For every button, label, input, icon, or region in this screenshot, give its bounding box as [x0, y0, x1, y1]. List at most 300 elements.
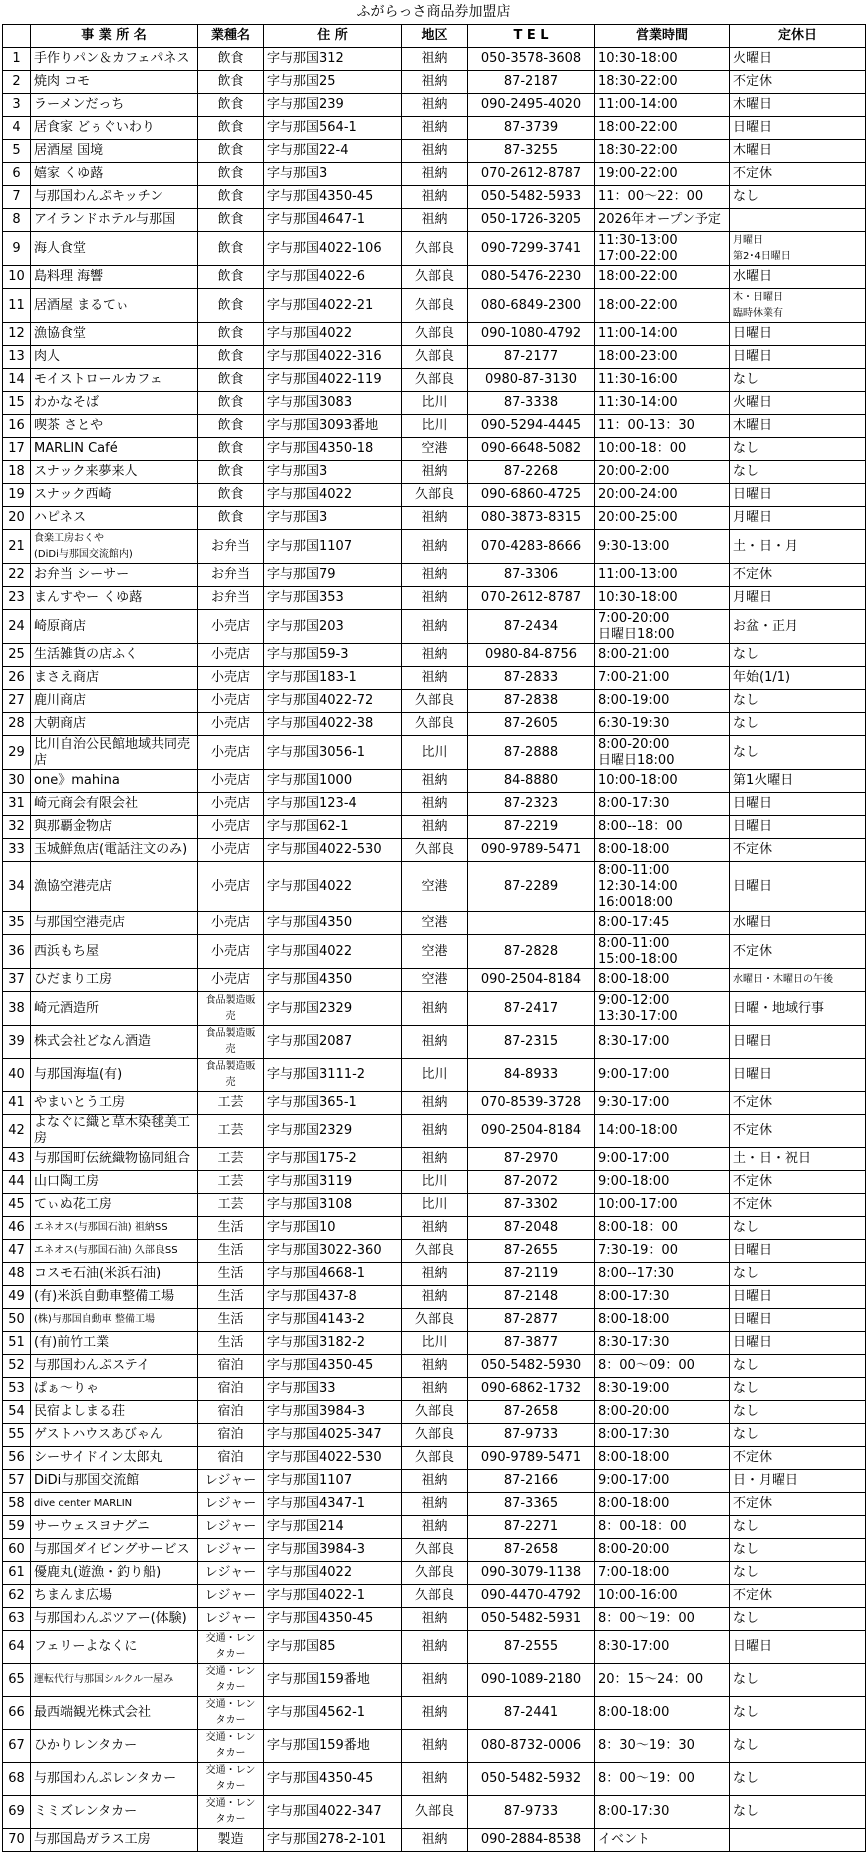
business-hours: 11：00～22：00	[595, 186, 730, 209]
row-number: 68	[3, 1763, 31, 1796]
business-hours: 20:00-24:00	[595, 484, 730, 507]
business-name: ラーメンだっち	[31, 94, 198, 117]
table-row	[3, 71, 866, 94]
business-hours: 9:30-17:00	[595, 1092, 730, 1115]
business-hours: 8:00-17:45	[595, 912, 730, 935]
business-type: 飲食	[198, 461, 264, 484]
business-hours: 8:00-20:00	[595, 1539, 730, 1562]
business-name: 与那国わんぷステイ	[31, 1355, 198, 1378]
address: 字与那国4022-38	[264, 713, 402, 736]
business-name: 与那国わんぷレンタカー	[31, 1763, 198, 1796]
address: 字与那国203	[264, 610, 402, 644]
closed-days: 日曜・地域行事	[730, 992, 866, 1026]
row-number: 21	[3, 530, 31, 564]
closed-days: なし	[730, 461, 866, 484]
area: 祖納	[402, 992, 468, 1026]
business-hours: 20：15～24：00	[595, 1664, 730, 1697]
business-hours: 9:00-17:00	[595, 1148, 730, 1171]
table-row	[3, 266, 866, 289]
telephone: 090-3079-1138	[468, 1562, 595, 1585]
telephone: 090-6648-5082	[468, 438, 595, 461]
row-number: 42	[3, 1115, 31, 1148]
closed-days: なし	[730, 1401, 866, 1424]
closed-days: お盆・正月	[730, 610, 866, 644]
closed-days	[730, 1829, 866, 1852]
business-hours: 8：30～19：30	[595, 1730, 730, 1763]
business-hours: 7:00-18:00	[595, 1562, 730, 1585]
table-row	[3, 1194, 866, 1217]
business-hours: 18:00-22:00	[595, 117, 730, 140]
business-type: 交通・レンタカー	[198, 1730, 264, 1763]
row-number: 2	[3, 71, 31, 94]
area: 祖納	[402, 1263, 468, 1286]
area: 祖納	[402, 140, 468, 163]
address: 字与那国175-2	[264, 1148, 402, 1171]
address: 字与那国4022	[264, 1562, 402, 1585]
telephone: 87-2271	[468, 1516, 595, 1539]
business-name: (有)前竹工業	[31, 1332, 198, 1355]
closed-days: 不定休	[730, 1585, 866, 1608]
telephone: 87-3338	[468, 392, 595, 415]
address: 字与那国4022-530	[264, 839, 402, 862]
area: 祖納	[402, 1148, 468, 1171]
address: 字与那国4347-1	[264, 1493, 402, 1516]
business-type: 飲食	[198, 346, 264, 369]
closed-days: なし	[730, 1697, 866, 1730]
row-number: 14	[3, 369, 31, 392]
business-type: お弁当	[198, 530, 264, 564]
telephone: 87-3302	[468, 1194, 595, 1217]
area: 祖納	[402, 163, 468, 186]
business-type: 小売店	[198, 610, 264, 644]
address: 字与那国4022-6	[264, 266, 402, 289]
address: 字与那国79	[264, 564, 402, 587]
area: 比川	[402, 1332, 468, 1355]
telephone: 090-9789-5471	[468, 1447, 595, 1470]
row-number: 41	[3, 1092, 31, 1115]
business-name: 与那国わんぷツアー(体験)	[31, 1608, 198, 1631]
row-number: 56	[3, 1447, 31, 1470]
row-number: 31	[3, 793, 31, 816]
area: 久部良	[402, 369, 468, 392]
area: 久部良	[402, 839, 468, 862]
closed-days: なし	[730, 1378, 866, 1401]
telephone: 87-2838	[468, 690, 595, 713]
row-number: 64	[3, 1631, 31, 1664]
row-number: 57	[3, 1470, 31, 1493]
address: 字与那国3111-2	[264, 1059, 402, 1092]
address: 字与那国4350-18	[264, 438, 402, 461]
business-name: 与那国わんぷキッチン	[31, 186, 198, 209]
table-row	[3, 369, 866, 392]
area: 祖納	[402, 1026, 468, 1059]
business-type: 宿泊	[198, 1378, 264, 1401]
row-number: 18	[3, 461, 31, 484]
business-hours: 6:30-19:30	[595, 713, 730, 736]
table-row	[3, 935, 866, 969]
table-row	[3, 644, 866, 667]
business-name: 大朝商店	[31, 713, 198, 736]
closed-days: なし	[730, 644, 866, 667]
business-type: 小売店	[198, 816, 264, 839]
closed-days: 土・日・月	[730, 530, 866, 564]
area: 祖納	[402, 461, 468, 484]
row-number: 47	[3, 1240, 31, 1263]
telephone: 090-1089-2180	[468, 1664, 595, 1697]
area: 祖納	[402, 1631, 468, 1664]
business-type: 小売店	[198, 862, 264, 912]
business-type: 小売店	[198, 969, 264, 992]
closed-days: 不定休	[730, 1493, 866, 1516]
table-row	[3, 610, 866, 644]
business-name: スナック来夢来人	[31, 461, 198, 484]
row-number: 65	[3, 1664, 31, 1697]
address: 字与那国4562-1	[264, 1697, 402, 1730]
address: 字与那国3083	[264, 392, 402, 415]
telephone: 050-1726-3205	[468, 209, 595, 232]
telephone: 050-5482-5930	[468, 1355, 595, 1378]
business-name: 民宿よしまる荘	[31, 1401, 198, 1424]
business-name: 居酒屋 まるてぃ	[31, 289, 198, 323]
row-number: 33	[3, 839, 31, 862]
business-type: 工芸	[198, 1148, 264, 1171]
area: 祖納	[402, 816, 468, 839]
table-row	[3, 209, 866, 232]
closed-days: 日曜日	[730, 793, 866, 816]
telephone: 87-2166	[468, 1470, 595, 1493]
header-type: 業種名	[198, 25, 264, 48]
row-number: 9	[3, 232, 31, 266]
address: 字与那国4022	[264, 935, 402, 969]
business-hours: 9:00-18:00	[595, 1171, 730, 1194]
business-hours: 10:00-16:00	[595, 1585, 730, 1608]
table-row	[3, 912, 866, 935]
table-row	[3, 1697, 866, 1730]
business-name: フェリーよなくに	[31, 1631, 198, 1664]
row-number: 54	[3, 1401, 31, 1424]
closed-days: 不定休	[730, 1171, 866, 1194]
address: 字与那国3093番地	[264, 415, 402, 438]
business-hours: 18:00-23:00	[595, 346, 730, 369]
business-name: 優鹿丸(遊漁・釣り船)	[31, 1562, 198, 1585]
business-name: やまいとう工房	[31, 1092, 198, 1115]
business-hours: 8：00～09：00	[595, 1355, 730, 1378]
business-name: 与那国海塩(有)	[31, 1059, 198, 1092]
closed-days: なし	[730, 438, 866, 461]
area: 祖納	[402, 186, 468, 209]
telephone: 87-2655	[468, 1240, 595, 1263]
address: 字与那国2329	[264, 992, 402, 1026]
business-type: 飲食	[198, 209, 264, 232]
business-name: (有)米浜自動車整備工場	[31, 1286, 198, 1309]
telephone: 87-2605	[468, 713, 595, 736]
area: 祖納	[402, 770, 468, 793]
area: 空港	[402, 862, 468, 912]
table-row	[3, 117, 866, 140]
address: 字与那国85	[264, 1631, 402, 1664]
business-type: 飲食	[198, 438, 264, 461]
table-row	[3, 1171, 866, 1194]
table-row	[3, 392, 866, 415]
table-row	[3, 346, 866, 369]
address: 字与那国4143-2	[264, 1309, 402, 1332]
row-number: 4	[3, 117, 31, 140]
area: 久部良	[402, 1424, 468, 1447]
business-hours: 8:30-19:00	[595, 1378, 730, 1401]
business-name: 崎元酒造所	[31, 992, 198, 1026]
table-row	[3, 1355, 866, 1378]
closed-days: なし	[730, 1608, 866, 1631]
business-type: レジャー	[198, 1539, 264, 1562]
row-number: 7	[3, 186, 31, 209]
closed-days: 水曜日	[730, 912, 866, 935]
address: 字与那国159番地	[264, 1664, 402, 1697]
area: 祖納	[402, 1286, 468, 1309]
address: 字与那国22-4	[264, 140, 402, 163]
business-type: 飲食	[198, 266, 264, 289]
business-name: エネオス(与那国石油) 祖納SS	[31, 1217, 198, 1240]
business-hours: 10:30-18:00	[595, 48, 730, 71]
telephone: 87-3365	[468, 1493, 595, 1516]
business-hours: 11:30-14:00	[595, 392, 730, 415]
area: 久部良	[402, 1796, 468, 1829]
closed-days: 月曜日 第2･4日曜日	[730, 232, 866, 266]
table-row	[3, 736, 866, 770]
closed-days: 不定休	[730, 1092, 866, 1115]
area: 久部良	[402, 289, 468, 323]
table-row	[3, 816, 866, 839]
business-hours: 18:30-22:00	[595, 71, 730, 94]
business-name: まさえ商店	[31, 667, 198, 690]
area: 久部良	[402, 266, 468, 289]
address: 字与那国4022-347	[264, 1796, 402, 1829]
table-row	[3, 839, 866, 862]
area: 祖納	[402, 587, 468, 610]
business-name: dive center MARLIN	[31, 1493, 198, 1516]
telephone: 070-4283-8666	[468, 530, 595, 564]
row-number: 59	[3, 1516, 31, 1539]
table-row	[3, 1763, 866, 1796]
telephone: 050-5482-5931	[468, 1608, 595, 1631]
address: 字与那国183-1	[264, 667, 402, 690]
row-number: 20	[3, 507, 31, 530]
telephone: 87-2148	[468, 1286, 595, 1309]
business-type: 生活	[198, 1263, 264, 1286]
business-name: one》mahina	[31, 770, 198, 793]
business-type: 小売店	[198, 736, 264, 770]
address: 字与那国4022-1	[264, 1585, 402, 1608]
business-name: 西浜もち屋	[31, 935, 198, 969]
area: 祖納	[402, 793, 468, 816]
telephone: 87-3255	[468, 140, 595, 163]
business-hours: 8:30-17:00	[595, 1026, 730, 1059]
telephone: 87-2268	[468, 461, 595, 484]
address: 字与那国3056-1	[264, 736, 402, 770]
telephone: 87-2828	[468, 935, 595, 969]
row-number: 11	[3, 289, 31, 323]
business-name: ハピネス	[31, 507, 198, 530]
telephone: 87-9733	[468, 1796, 595, 1829]
business-hours: 8:00-18:00	[595, 1309, 730, 1332]
closed-days: 第1火曜日	[730, 770, 866, 793]
area: 祖納	[402, 610, 468, 644]
row-number: 29	[3, 736, 31, 770]
business-hours: 8:00-18:00	[595, 1447, 730, 1470]
closed-days: なし	[730, 736, 866, 770]
business-hours: 18:00-22:00	[595, 266, 730, 289]
telephone: 87-2323	[468, 793, 595, 816]
business-name: 肉人	[31, 346, 198, 369]
closed-days: 日曜日	[730, 1631, 866, 1664]
telephone: 87-2417	[468, 992, 595, 1026]
telephone: 87-2177	[468, 346, 595, 369]
telephone: 090-6862-1732	[468, 1378, 595, 1401]
table-row	[3, 1115, 866, 1148]
row-number: 66	[3, 1697, 31, 1730]
business-hours: 8:00-21:00	[595, 644, 730, 667]
row-number: 30	[3, 770, 31, 793]
table-row	[3, 1026, 866, 1059]
business-hours: 11:30-16:00	[595, 369, 730, 392]
business-hours: 9:00-17:00	[595, 1059, 730, 1092]
business-hours: 8:00-17:30	[595, 1424, 730, 1447]
business-hours: 8:00--17:30	[595, 1263, 730, 1286]
area: 久部良	[402, 346, 468, 369]
business-name: わかなそば	[31, 392, 198, 415]
address: 字与那国564-1	[264, 117, 402, 140]
closed-days: なし	[730, 369, 866, 392]
address: 字与那国214	[264, 1516, 402, 1539]
address: 字与那国4022-119	[264, 369, 402, 392]
business-name: 与那国町伝統織物協同組合	[31, 1148, 198, 1171]
area: 祖納	[402, 667, 468, 690]
row-number: 22	[3, 564, 31, 587]
telephone: 87-2072	[468, 1171, 595, 1194]
business-hours: 8:30-17:00	[595, 1631, 730, 1664]
telephone: 87-2658	[468, 1401, 595, 1424]
area: 祖納	[402, 644, 468, 667]
address: 字与那国437-8	[264, 1286, 402, 1309]
address: 字与那国3	[264, 461, 402, 484]
business-name: ひだまり工房	[31, 969, 198, 992]
business-type: レジャー	[198, 1516, 264, 1539]
closed-days: 日曜日	[730, 323, 866, 346]
business-hours: 8：00～19：00	[595, 1763, 730, 1796]
business-hours: 2026年オープン予定	[595, 209, 730, 232]
business-type: 小売店	[198, 839, 264, 862]
area: 久部良	[402, 232, 468, 266]
address: 字与那国159番地	[264, 1730, 402, 1763]
area: 祖納	[402, 1493, 468, 1516]
address: 字与那国278-2-101	[264, 1829, 402, 1852]
business-name: 与那国ダイビングサービス	[31, 1539, 198, 1562]
business-type: お弁当	[198, 564, 264, 587]
address: 字与那国312	[264, 48, 402, 71]
business-name: 與那覇金物店	[31, 816, 198, 839]
business-hours: 8:00-18:00	[595, 1697, 730, 1730]
business-hours: 8:00-17:30	[595, 1286, 730, 1309]
address: 字与那国4350	[264, 912, 402, 935]
table-row	[3, 1829, 866, 1852]
closed-days: なし	[730, 1763, 866, 1796]
address: 字与那国353	[264, 587, 402, 610]
address: 字与那国3	[264, 163, 402, 186]
row-number: 43	[3, 1148, 31, 1171]
row-number: 19	[3, 484, 31, 507]
address: 字与那国365-1	[264, 1092, 402, 1115]
area: 祖納	[402, 1730, 468, 1763]
business-type: 飲食	[198, 71, 264, 94]
telephone: 87-2833	[468, 667, 595, 690]
closed-days: 不定休	[730, 935, 866, 969]
row-number: 62	[3, 1585, 31, 1608]
closed-days	[730, 209, 866, 232]
address: 字与那国3984-3	[264, 1401, 402, 1424]
area: 久部良	[402, 690, 468, 713]
address: 字与那国3	[264, 507, 402, 530]
business-hours: 8:00-11:00 15:00-18:00	[595, 935, 730, 969]
business-type: 交通・レンタカー	[198, 1796, 264, 1829]
telephone: 050-3578-3608	[468, 48, 595, 71]
business-type: 小売店	[198, 667, 264, 690]
business-type: レジャー	[198, 1470, 264, 1493]
business-name: スナック西崎	[31, 484, 198, 507]
area: 比川	[402, 1059, 468, 1092]
business-name: 焼肉 コモ	[31, 71, 198, 94]
business-type: 小売店	[198, 644, 264, 667]
business-hours: 10:30-18:00	[595, 587, 730, 610]
closed-days: 木曜日	[730, 415, 866, 438]
closed-days: 日曜日	[730, 862, 866, 912]
closed-days: なし	[730, 1263, 866, 1286]
address: 字与那国2087	[264, 1026, 402, 1059]
business-name: 漁協食堂	[31, 323, 198, 346]
address: 字与那国4022-21	[264, 289, 402, 323]
area: 祖納	[402, 1115, 468, 1148]
closed-days: 日曜日	[730, 1240, 866, 1263]
area: 祖納	[402, 530, 468, 564]
business-type: 交通・レンタカー	[198, 1763, 264, 1796]
closed-days: なし	[730, 1562, 866, 1585]
header-tel: T E L	[468, 25, 595, 48]
table-row	[3, 1309, 866, 1332]
business-type: 宿泊	[198, 1355, 264, 1378]
telephone: 080-8732-0006	[468, 1730, 595, 1763]
telephone: 87-3306	[468, 564, 595, 587]
row-number: 60	[3, 1539, 31, 1562]
business-hours: 8:00-18:00	[595, 839, 730, 862]
header-address: 住 所	[264, 25, 402, 48]
table-row	[3, 323, 866, 346]
address: 字与那国1107	[264, 1470, 402, 1493]
business-hours: 8:00-17:30	[595, 1796, 730, 1829]
address: 字与那国4022	[264, 323, 402, 346]
business-type: 製造	[198, 1829, 264, 1852]
business-type: 交通・レンタカー	[198, 1697, 264, 1730]
area: 祖納	[402, 209, 468, 232]
table-row	[3, 564, 866, 587]
row-number: 58	[3, 1493, 31, 1516]
address: 字与那国33	[264, 1378, 402, 1401]
telephone: 050-5482-5933	[468, 186, 595, 209]
business-type: 食品製造販売	[198, 1059, 264, 1092]
business-hours: 9:00-17:00	[595, 1470, 730, 1493]
telephone: 87-2289	[468, 862, 595, 912]
area: 祖納	[402, 1378, 468, 1401]
row-number: 28	[3, 713, 31, 736]
table-row	[3, 438, 866, 461]
table-row	[3, 289, 866, 323]
